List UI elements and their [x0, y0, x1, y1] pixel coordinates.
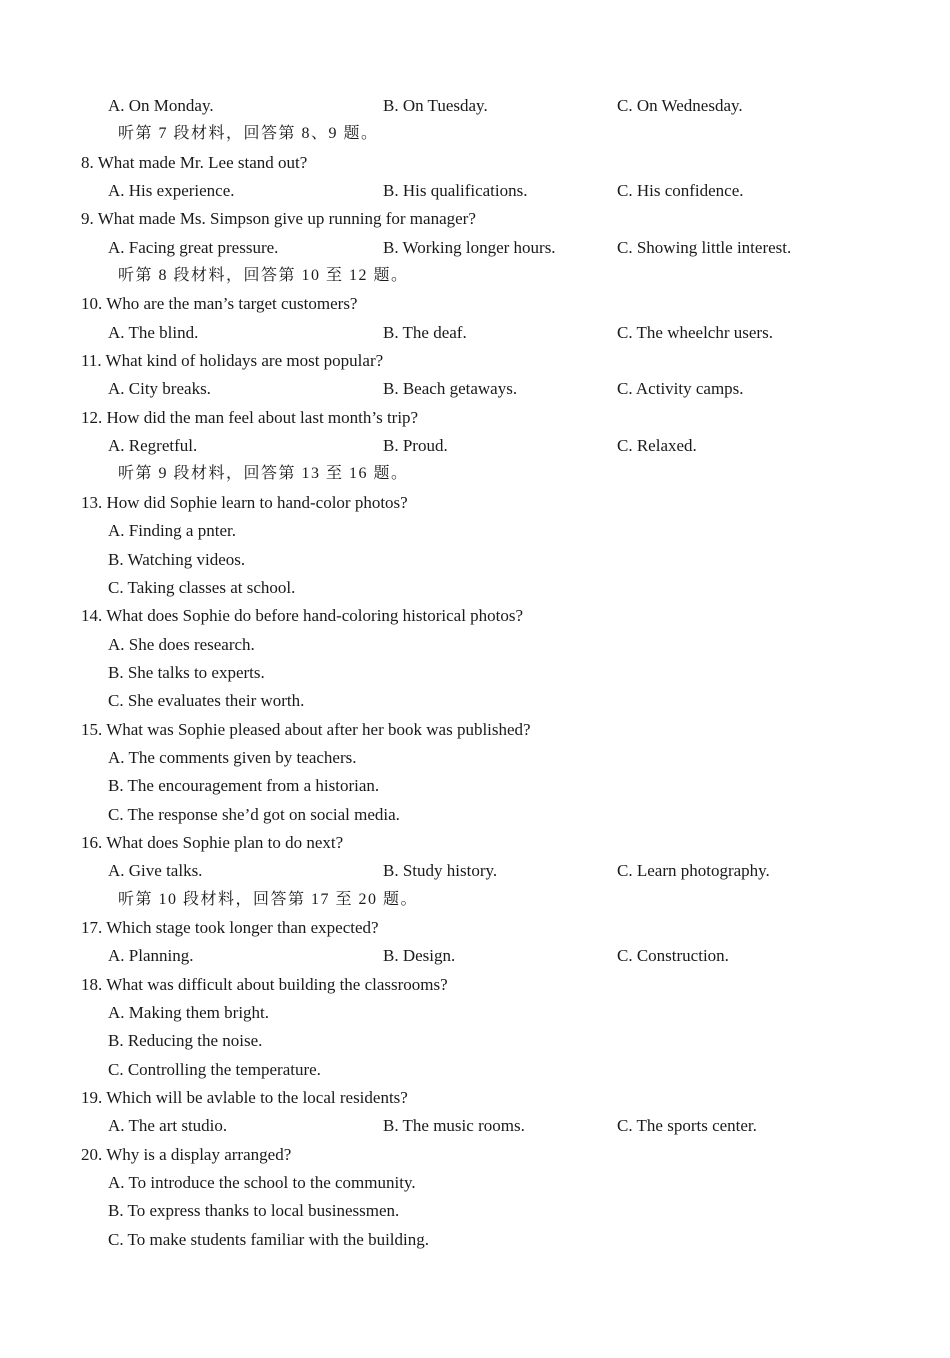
option-9a: A. Facing great pressure. — [108, 237, 279, 257]
question-18: 18. What was difficult about building the classrooms? — [81, 974, 448, 994]
question-12-options — [0, 432, 950, 460]
option-17c: C. Construction. — [617, 946, 729, 966]
question-7-options — [0, 92, 950, 120]
option-14b: B. She talks to experts. — [108, 662, 265, 682]
question-8: 8. What made Mr. Lee stand out? — [81, 152, 308, 172]
option-10a: A. The blind. — [108, 322, 199, 342]
question-15: 15. What was Sophie pleased about after her book was published? — [81, 719, 531, 739]
option-15c-row — [0, 801, 950, 829]
question-17: 17. Which stage took longer than expected? — [81, 917, 379, 937]
option-13b: B. Watching videos. — [108, 549, 246, 569]
option-12a: A. Regretful. — [108, 436, 198, 456]
option-17a: A. Planning. — [108, 946, 194, 966]
question-10-options — [0, 319, 950, 347]
option-18b: B. Reducing the noise. — [108, 1031, 263, 1051]
question-19: 19. Which will be avlable to the local residents? — [81, 1088, 408, 1108]
option-16b: B. Study history. — [383, 861, 498, 881]
question-13: 13. How did Sophie learn to hand-color photos? — [81, 492, 408, 512]
question-16: 16. What does Sophie plan to do next? — [81, 832, 344, 852]
option-14a: A. She does research. — [108, 634, 255, 654]
option-15b: B. The encouragement from a historian. — [108, 776, 380, 796]
option-7c: C. On Wednesday. — [617, 96, 743, 115]
question-8-options — [0, 177, 950, 205]
option-11a: A. City breaks. — [108, 379, 211, 399]
option-9c: C. Showing little interest. — [617, 237, 792, 257]
option-7b: B. On Tuesday. — [383, 96, 488, 115]
question-9-options — [0, 234, 950, 262]
option-20a-row — [0, 1169, 950, 1197]
option-18a-row — [0, 999, 950, 1027]
option-12c: C. Relaxed. — [617, 436, 697, 456]
option-13c-row — [0, 574, 950, 602]
question-12: 12. How did the man feel about last month’s trip? — [81, 407, 419, 427]
question-16-options — [0, 857, 950, 885]
option-16c: C. Learn photography. — [617, 861, 770, 881]
question-10: 10. Who are the man’s target customers? — [81, 294, 358, 314]
exam-page — [0, 92, 950, 1254]
option-19b: B. The music rooms. — [383, 1116, 525, 1136]
option-11b: B. Beach getaways. — [383, 379, 518, 399]
option-16a: A. Give talks. — [108, 861, 203, 881]
option-15c: C. The response she’d got on social media. — [108, 804, 400, 824]
option-13a-row — [0, 517, 950, 545]
question-19-options — [0, 1112, 950, 1140]
option-13c: C. Taking classes at school. — [108, 577, 296, 597]
question-11-options — [0, 375, 950, 403]
option-17b: B. Design. — [383, 946, 456, 966]
option-14a-row — [0, 631, 950, 659]
option-15a: A. The comments given by teachers. — [108, 747, 357, 767]
option-14c: C. She evaluates their worth. — [108, 691, 305, 711]
option-19a: A. The art studio. — [108, 1116, 228, 1136]
section-7-instruction: 听第 7 段材料，回答第 8、9 题。 — [118, 125, 379, 143]
question-9: 9. What made Ms. Simpson give up running for manager? — [81, 209, 476, 229]
section-9-instruction: 听第 9 段材料，回答第 13 至 16 题。 — [118, 465, 409, 483]
option-14b-row — [0, 659, 950, 687]
option-18c-row — [0, 1056, 950, 1084]
option-20b-row — [0, 1197, 950, 1225]
option-18a: A. Making them bright. — [108, 1003, 270, 1022]
option-20b: B. To express thanks to local businessmen. — [108, 1201, 400, 1221]
option-9b: B. Working longer hours. — [383, 237, 556, 257]
option-15a-row — [0, 744, 950, 772]
question-17-options — [0, 942, 950, 970]
option-14c-row — [0, 687, 950, 715]
section-8-instruction: 听第 8 段材料，回答第 10 至 12 题。 — [118, 267, 409, 285]
option-15b-row — [0, 772, 950, 800]
option-13b-row — [0, 546, 950, 574]
option-19c: C. The sports center. — [617, 1116, 757, 1136]
option-18c: C. Controlling the temperature. — [108, 1059, 321, 1079]
question-20: 20. Why is a display arranged? — [81, 1144, 292, 1164]
option-20a: A. To introduce the school to the community. — [108, 1173, 416, 1193]
option-8a: A. His experience. — [108, 181, 235, 201]
question-14: 14. What does Sophie do before hand-coloring historical photos? — [81, 606, 524, 626]
option-7a: A. On Monday. — [108, 96, 214, 115]
option-12b: B. Proud. — [383, 436, 448, 456]
option-10b: B. The deaf. — [383, 322, 467, 342]
option-10c: C. The wheelchr users. — [617, 322, 773, 342]
option-20c: C. To make students familiar with the building. — [108, 1229, 429, 1249]
option-8c: C. His confidence. — [617, 181, 744, 201]
question-11: 11. What kind of holidays are most popular? — [81, 351, 384, 371]
option-11c: C. Activity camps. — [617, 379, 744, 399]
option-8b: B. His qualifications. — [383, 181, 528, 201]
option-18b-row — [0, 1027, 950, 1055]
option-20c-row — [0, 1226, 950, 1254]
section-10-instruction: 听第 10 段材料，回答第 17 至 20 题。 — [118, 890, 419, 908]
option-13a: A. Finding a pnter. — [108, 521, 236, 541]
